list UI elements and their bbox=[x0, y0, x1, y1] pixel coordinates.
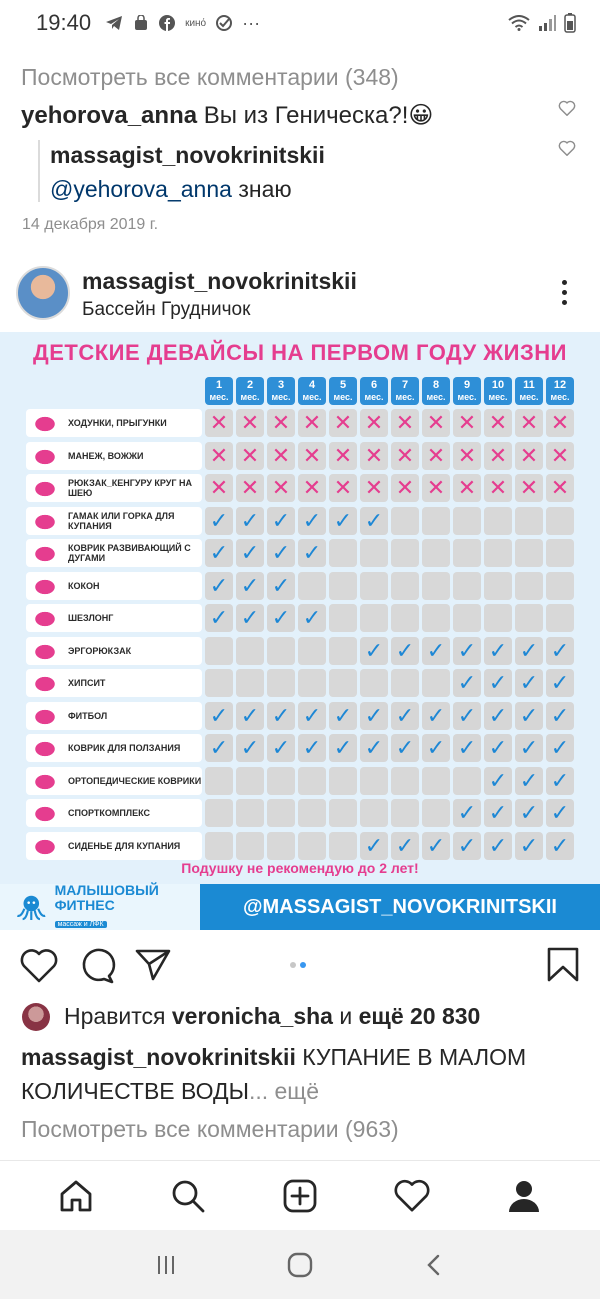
check-icon: ✓ bbox=[484, 734, 512, 762]
check-icon: ✓ bbox=[515, 637, 543, 665]
empty-cell bbox=[422, 799, 450, 827]
empty-cell bbox=[298, 572, 326, 600]
check-icon: ✓ bbox=[515, 702, 543, 730]
likes-count[interactable]: ещё 20 830 bbox=[358, 1003, 481, 1029]
empty-cell bbox=[298, 832, 326, 860]
device-row bbox=[26, 506, 574, 537]
profile-icon bbox=[506, 1178, 542, 1214]
empty-cell bbox=[205, 767, 233, 795]
empty-cell bbox=[205, 832, 233, 860]
liker-username[interactable]: veronicha_sha bbox=[171, 1003, 333, 1029]
empty-cell bbox=[267, 637, 295, 665]
status-time: 19:40 bbox=[36, 10, 92, 35]
device-label: СПОРТКОМПЛЕКС bbox=[26, 799, 202, 827]
empty-cell bbox=[484, 604, 512, 632]
empty-cell bbox=[391, 767, 419, 795]
cross-icon: ✕ bbox=[453, 474, 481, 502]
empty-cell bbox=[360, 572, 388, 600]
cross-icon: ✕ bbox=[205, 409, 233, 437]
nav-search[interactable] bbox=[168, 1176, 208, 1216]
check-icon: ✓ bbox=[298, 539, 326, 567]
cross-icon: ✕ bbox=[360, 409, 388, 437]
empty-cell bbox=[484, 572, 512, 600]
check-icon: ✓ bbox=[236, 572, 264, 600]
check-icon: ✓ bbox=[453, 734, 481, 762]
empty-cell bbox=[267, 832, 295, 860]
device-row bbox=[26, 538, 574, 569]
empty-cell bbox=[422, 767, 450, 795]
reply-thread-line bbox=[38, 140, 40, 202]
month-header-row bbox=[205, 377, 574, 405]
month-header-9: 9 мес. bbox=[453, 377, 481, 405]
cross-icon: ✕ bbox=[236, 474, 264, 502]
likes-middle: и bbox=[332, 1003, 359, 1029]
empty-cell bbox=[515, 572, 543, 600]
device-icon bbox=[30, 446, 60, 466]
device-label: ХИПСИТ bbox=[26, 669, 202, 697]
empty-cell bbox=[515, 507, 543, 535]
check-icon: ✓ bbox=[515, 734, 543, 762]
cross-icon: ✕ bbox=[391, 409, 419, 437]
cross-icon: ✕ bbox=[453, 442, 481, 470]
comment-text: Вы из Геническа?!😀 bbox=[203, 102, 434, 129]
system-navigation-bar bbox=[0, 1230, 600, 1299]
empty-cell bbox=[391, 604, 419, 632]
comment-like-heart-icon[interactable] bbox=[558, 100, 576, 116]
back-icon[interactable] bbox=[422, 1253, 446, 1277]
check-icon: ✓ bbox=[267, 734, 295, 762]
device-row bbox=[26, 603, 574, 634]
month-header-12: 12 мес. bbox=[546, 377, 574, 405]
cross-icon: ✕ bbox=[267, 409, 295, 437]
device-icon bbox=[30, 641, 60, 661]
cross-icon: ✕ bbox=[515, 442, 543, 470]
check-icon: ✓ bbox=[329, 507, 357, 535]
check-icon: ✓ bbox=[546, 832, 574, 860]
likes-prefix: Нравится bbox=[64, 1003, 172, 1029]
cross-icon: ✕ bbox=[484, 474, 512, 502]
device-row bbox=[26, 831, 574, 862]
empty-cell bbox=[329, 669, 357, 697]
check-icon: ✓ bbox=[515, 669, 543, 697]
check-icon: ✓ bbox=[515, 799, 543, 827]
device-icon bbox=[30, 608, 60, 628]
device-row bbox=[26, 473, 574, 504]
empty-cell bbox=[360, 539, 388, 567]
device-label: ГАМАК ИЛИ ГОРКА ДЛЯ КУПАНИЯ bbox=[26, 507, 202, 535]
cross-icon: ✕ bbox=[298, 409, 326, 437]
empty-cell bbox=[329, 637, 357, 665]
cross-icon: ✕ bbox=[546, 409, 574, 437]
empty-cell bbox=[453, 604, 481, 632]
empty-cell bbox=[546, 539, 574, 567]
empty-cell bbox=[422, 539, 450, 567]
check-icon: ✓ bbox=[298, 702, 326, 730]
empty-cell bbox=[360, 767, 388, 795]
reply-author[interactable]: massagist_novokrinitskii bbox=[50, 142, 325, 168]
cross-icon: ✕ bbox=[205, 474, 233, 502]
infographic-note: Подушку не рекомендую до 2 лет! bbox=[181, 860, 419, 876]
empty-cell bbox=[453, 767, 481, 795]
reply-mention-link[interactable]: @yehorova_anna bbox=[50, 176, 232, 202]
post-location[interactable]: Бассейн Грудничок bbox=[82, 299, 251, 320]
status-notification-icons bbox=[105, 13, 260, 34]
post-options-icon[interactable] bbox=[556, 280, 572, 308]
device-icon bbox=[30, 771, 60, 791]
check-icon: ✓ bbox=[267, 507, 295, 535]
empty-cell bbox=[329, 604, 357, 632]
comment-1 bbox=[21, 101, 433, 130]
empty-cell bbox=[298, 767, 326, 795]
search-icon bbox=[170, 1178, 206, 1214]
device-icon bbox=[30, 803, 60, 823]
brand-subtitle: массаж и ЛФК bbox=[55, 921, 107, 928]
cross-icon: ✕ bbox=[236, 409, 264, 437]
empty-cell bbox=[515, 539, 543, 567]
add-post-icon bbox=[282, 1178, 318, 1214]
cross-icon: ✕ bbox=[205, 442, 233, 470]
cross-icon: ✕ bbox=[391, 474, 419, 502]
check-icon: ✓ bbox=[298, 604, 326, 632]
month-header-7: 7 мес. bbox=[391, 377, 419, 405]
nav-profile[interactable] bbox=[504, 1176, 544, 1216]
device-label: КОКОН bbox=[26, 572, 202, 600]
cross-icon: ✕ bbox=[298, 442, 326, 470]
cross-icon: ✕ bbox=[329, 409, 357, 437]
cross-icon: ✕ bbox=[546, 442, 574, 470]
device-icon bbox=[30, 738, 60, 758]
caption-text: КУПАНИЕ В МАЛОМ КОЛИЧЕСТВЕ ВОДЫ bbox=[21, 1044, 527, 1104]
check-icon: ✓ bbox=[453, 669, 481, 697]
empty-cell bbox=[329, 767, 357, 795]
device-label: ФИТБОЛ bbox=[26, 702, 202, 730]
month-header-10: 10 мес. bbox=[484, 377, 512, 405]
empty-cell bbox=[267, 669, 295, 697]
empty-cell bbox=[236, 669, 264, 697]
check-icon: ✓ bbox=[546, 669, 574, 697]
cross-icon: ✕ bbox=[267, 474, 295, 502]
check-icon: ✓ bbox=[298, 507, 326, 535]
cross-icon: ✕ bbox=[422, 442, 450, 470]
check-icon: ✓ bbox=[267, 604, 295, 632]
carousel-indicator bbox=[290, 962, 306, 968]
check-icon: ✓ bbox=[484, 702, 512, 730]
bottom-navigation bbox=[0, 1160, 600, 1230]
comment-bubble-icon[interactable] bbox=[78, 948, 116, 984]
infographic-handle: @MASSAGIST_NOVOKRINITSKII bbox=[200, 884, 600, 930]
comment-author[interactable]: yehorova_anna bbox=[21, 102, 198, 129]
device-icon bbox=[30, 673, 60, 693]
check-icon: ✓ bbox=[484, 669, 512, 697]
device-row bbox=[26, 441, 574, 472]
device-label: ОРТОПЕДИЧЕСКИЕ КОВРИКИ bbox=[26, 767, 202, 795]
check-icon: ✓ bbox=[205, 572, 233, 600]
check-icon: ✓ bbox=[391, 734, 419, 762]
check-icon: ✓ bbox=[267, 539, 295, 567]
empty-cell bbox=[236, 767, 264, 795]
share-send-icon[interactable] bbox=[134, 946, 172, 982]
check-icon: ✓ bbox=[546, 767, 574, 795]
empty-cell bbox=[453, 572, 481, 600]
wifi-icon bbox=[508, 15, 530, 31]
check-icon: ✓ bbox=[360, 702, 388, 730]
cross-icon: ✕ bbox=[298, 474, 326, 502]
check-icon: ✓ bbox=[453, 637, 481, 665]
carousel-dot bbox=[290, 962, 296, 968]
cross-icon: ✕ bbox=[236, 442, 264, 470]
empty-cell bbox=[391, 507, 419, 535]
check-icon: ✓ bbox=[484, 767, 512, 795]
device-label: МАНЕЖ, ВОЖЖИ bbox=[26, 442, 202, 470]
cross-icon: ✕ bbox=[360, 474, 388, 502]
sberbank-icon bbox=[216, 15, 232, 31]
likes-summary[interactable] bbox=[64, 1003, 480, 1030]
home-icon bbox=[58, 1178, 94, 1214]
check-icon: ✓ bbox=[267, 572, 295, 600]
check-icon: ✓ bbox=[422, 734, 450, 762]
check-icon: ✓ bbox=[546, 734, 574, 762]
telegram-icon bbox=[105, 15, 123, 31]
check-icon: ✓ bbox=[360, 832, 388, 860]
device-grid bbox=[26, 408, 574, 863]
device-row bbox=[26, 733, 574, 764]
check-icon: ✓ bbox=[422, 832, 450, 860]
device-row bbox=[26, 571, 574, 602]
empty-cell bbox=[422, 507, 450, 535]
empty-cell bbox=[360, 669, 388, 697]
check-icon: ✓ bbox=[205, 702, 233, 730]
month-header-1: 1 мес. bbox=[205, 377, 233, 405]
empty-cell bbox=[360, 604, 388, 632]
post-avatar[interactable] bbox=[16, 266, 70, 320]
month-header-6: 6 мес. bbox=[360, 377, 388, 405]
empty-cell bbox=[205, 799, 233, 827]
check-icon: ✓ bbox=[484, 832, 512, 860]
check-icon: ✓ bbox=[422, 702, 450, 730]
more-notifications-icon: ··· bbox=[242, 12, 261, 33]
check-icon: ✓ bbox=[391, 832, 419, 860]
month-header-2: 2 мес. bbox=[236, 377, 264, 405]
empty-cell bbox=[298, 637, 326, 665]
comment-date: 14 декабря 2019 г. bbox=[22, 216, 159, 233]
device-row bbox=[26, 798, 574, 829]
empty-cell bbox=[329, 799, 357, 827]
empty-cell bbox=[298, 669, 326, 697]
empty-cell bbox=[236, 637, 264, 665]
activity-heart-icon bbox=[394, 1178, 430, 1214]
check-icon: ✓ bbox=[391, 637, 419, 665]
status-system-icons bbox=[508, 13, 576, 33]
home-button-icon[interactable] bbox=[287, 1252, 313, 1278]
empty-cell bbox=[205, 637, 233, 665]
empty-cell bbox=[422, 669, 450, 697]
empty-cell bbox=[391, 669, 419, 697]
check-icon: ✓ bbox=[360, 507, 388, 535]
check-icon: ✓ bbox=[453, 832, 481, 860]
device-icon bbox=[30, 478, 60, 498]
month-header-8: 8 мес. bbox=[422, 377, 450, 405]
nav-new-post[interactable] bbox=[280, 1176, 320, 1216]
cross-icon: ✕ bbox=[329, 442, 357, 470]
device-row bbox=[26, 636, 574, 667]
post-username[interactable]: massagist_novokrinitskii bbox=[82, 268, 357, 294]
device-icon bbox=[30, 576, 60, 596]
empty-cell bbox=[329, 832, 357, 860]
brand-block bbox=[0, 884, 200, 930]
check-icon: ✓ bbox=[546, 702, 574, 730]
empty-cell bbox=[329, 572, 357, 600]
device-icon bbox=[30, 511, 60, 531]
device-label: ХОДУНКИ, ПРЫГУНКИ bbox=[26, 409, 202, 437]
empty-cell bbox=[236, 799, 264, 827]
device-label: ЭРГОРЮКЗАК bbox=[26, 637, 202, 665]
view-all-comments-bottom-link[interactable]: Посмотреть все комментарии (963) bbox=[21, 1116, 399, 1142]
post-image-infographic[interactable] bbox=[0, 332, 600, 930]
battery-icon bbox=[564, 13, 576, 33]
month-header-3: 3 мес. bbox=[267, 377, 295, 405]
check-icon: ✓ bbox=[391, 702, 419, 730]
carousel-dot-active bbox=[300, 962, 306, 968]
signal-icon bbox=[538, 15, 556, 31]
device-row bbox=[26, 701, 574, 732]
empty-cell bbox=[267, 767, 295, 795]
infographic-footer bbox=[0, 884, 600, 930]
device-label: СИДЕНЬЕ ДЛЯ КУПАНИЯ bbox=[26, 832, 202, 860]
device-icon bbox=[30, 543, 60, 563]
reply-body: знаю bbox=[231, 176, 292, 202]
liker-avatar[interactable] bbox=[22, 1003, 50, 1031]
recent-apps-icon[interactable] bbox=[154, 1253, 178, 1277]
bookmark-save-icon[interactable] bbox=[544, 946, 582, 982]
check-icon: ✓ bbox=[515, 832, 543, 860]
check-icon: ✓ bbox=[205, 604, 233, 632]
cross-icon: ✕ bbox=[422, 474, 450, 502]
check-icon: ✓ bbox=[329, 734, 357, 762]
empty-cell bbox=[484, 539, 512, 567]
check-icon: ✓ bbox=[360, 734, 388, 762]
cross-icon: ✕ bbox=[484, 442, 512, 470]
device-icon bbox=[30, 413, 60, 433]
empty-cell bbox=[267, 799, 295, 827]
empty-cell bbox=[422, 604, 450, 632]
check-icon: ✓ bbox=[205, 507, 233, 535]
empty-cell bbox=[546, 604, 574, 632]
check-icon: ✓ bbox=[236, 539, 264, 567]
cross-icon: ✕ bbox=[360, 442, 388, 470]
check-icon: ✓ bbox=[422, 637, 450, 665]
check-icon: ✓ bbox=[267, 702, 295, 730]
check-icon: ✓ bbox=[360, 637, 388, 665]
cross-icon: ✕ bbox=[484, 409, 512, 437]
cross-icon: ✕ bbox=[391, 442, 419, 470]
nav-activity[interactable] bbox=[392, 1176, 432, 1216]
device-label: КОВРИК ДЛЯ ПОЛЗАНИЯ bbox=[26, 734, 202, 762]
device-icon bbox=[30, 706, 60, 726]
check-icon: ✓ bbox=[515, 767, 543, 795]
cross-icon: ✕ bbox=[453, 409, 481, 437]
empty-cell bbox=[391, 799, 419, 827]
check-icon: ✓ bbox=[453, 799, 481, 827]
empty-cell bbox=[484, 507, 512, 535]
octopus-logo-icon bbox=[14, 891, 49, 923]
check-icon: ✓ bbox=[205, 734, 233, 762]
empty-cell bbox=[205, 669, 233, 697]
empty-cell bbox=[453, 507, 481, 535]
empty-cell bbox=[453, 539, 481, 567]
check-icon: ✓ bbox=[298, 734, 326, 762]
cross-icon: ✕ bbox=[515, 409, 543, 437]
check-icon: ✓ bbox=[484, 799, 512, 827]
reply-like-heart-icon[interactable] bbox=[558, 140, 576, 156]
check-icon: ✓ bbox=[453, 702, 481, 730]
device-row bbox=[26, 668, 574, 699]
check-icon: ✓ bbox=[236, 734, 264, 762]
caption-author[interactable]: massagist_novokrinitskii bbox=[21, 1044, 296, 1070]
brand-name: МАЛЫШОВЫЙ ФИТНЕС bbox=[54, 882, 159, 913]
cross-icon: ✕ bbox=[267, 442, 295, 470]
cross-icon: ✕ bbox=[329, 474, 357, 502]
check-icon: ✓ bbox=[546, 799, 574, 827]
cross-icon: ✕ bbox=[422, 409, 450, 437]
empty-cell bbox=[360, 799, 388, 827]
empty-cell bbox=[391, 572, 419, 600]
like-heart-icon[interactable] bbox=[20, 948, 58, 984]
device-label: РЮКЗАК_КЕНГУРУ КРУГ НА ШЕЮ bbox=[26, 474, 202, 502]
reply-text bbox=[50, 176, 292, 203]
caption-more-link[interactable]: ... ещё bbox=[248, 1078, 320, 1104]
empty-cell bbox=[329, 539, 357, 567]
device-icon bbox=[30, 836, 60, 856]
check-icon: ✓ bbox=[205, 539, 233, 567]
check-icon: ✓ bbox=[329, 702, 357, 730]
shopping-bag-icon bbox=[133, 15, 149, 31]
empty-cell bbox=[515, 604, 543, 632]
empty-cell bbox=[236, 832, 264, 860]
kino-icon: кинό bbox=[185, 17, 207, 29]
empty-cell bbox=[546, 572, 574, 600]
device-row bbox=[26, 408, 574, 439]
month-header-5: 5 мес. bbox=[329, 377, 357, 405]
device-label: ШЕЗЛОНГ bbox=[26, 604, 202, 632]
empty-cell bbox=[546, 507, 574, 535]
check-icon: ✓ bbox=[236, 604, 264, 632]
month-header-11: 11 мес. bbox=[515, 377, 543, 405]
check-icon: ✓ bbox=[236, 702, 264, 730]
view-all-comments-link[interactable]: Посмотреть все комментарии (348) bbox=[21, 64, 399, 90]
empty-cell bbox=[391, 539, 419, 567]
cross-icon: ✕ bbox=[546, 474, 574, 502]
check-icon: ✓ bbox=[546, 637, 574, 665]
nav-home[interactable] bbox=[56, 1176, 96, 1216]
device-label: КОВРИК РАЗВИВАЮЩИЙ С ДУГАМИ bbox=[26, 539, 202, 567]
infographic-title: ДЕТСКИЕ ДЕВАЙСЫ НА ПЕРВОМ ГОДУ ЖИЗНИ bbox=[33, 340, 567, 365]
cross-icon: ✕ bbox=[515, 474, 543, 502]
empty-cell bbox=[298, 799, 326, 827]
facebook-icon bbox=[159, 15, 175, 31]
status-bar bbox=[0, 0, 600, 46]
check-icon: ✓ bbox=[484, 637, 512, 665]
post-caption bbox=[21, 1040, 581, 1108]
empty-cell bbox=[422, 572, 450, 600]
device-row bbox=[26, 766, 574, 797]
check-icon: ✓ bbox=[236, 507, 264, 535]
month-header-4: 4 мес. bbox=[298, 377, 326, 405]
